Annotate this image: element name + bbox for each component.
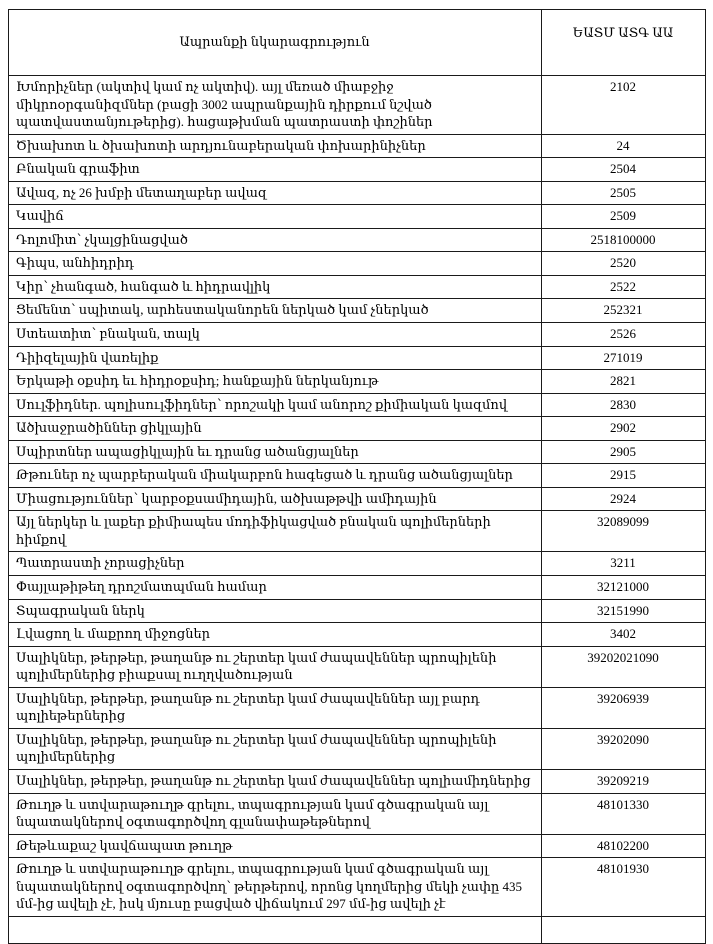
hs-code-cell: 2509 [542, 205, 706, 229]
column-header-hs-code: ԵԱՏՄ ԱՏԳ ԱԱ [542, 10, 706, 76]
product-description-cell: Գիպս, անհիդրիդ [9, 252, 542, 276]
product-description-cell: Ստեատիտ՝ բնական, տալկ [9, 323, 542, 347]
product-description-cell: Թուղթ և ստվարաթուղթ գրելու, տպագրության կամ գծագրական այլ նպատակներով օգտագործվող՝ թերթերով, որոնց կողմերից մեկի չափը 435 մմ-ից ավելի չէ, իսկ մյուսը բացված վիճակում 297 մմ-ից ավելի չէ [9, 858, 542, 917]
table-row [9, 228, 706, 252]
table-row [9, 440, 706, 464]
product-description-cell: Բնական գրաֆիտ [9, 158, 542, 182]
empty-code-cell [542, 916, 706, 943]
product-hs-code-table [8, 9, 706, 944]
product-description-cell: Ծխախոտ և ծխախոտի արդյունաբերական փոխարինիչներ [9, 134, 542, 158]
hs-code-cell: 48101930 [542, 858, 706, 917]
table-row [9, 134, 706, 158]
table-row [9, 487, 706, 511]
table-row [9, 511, 706, 552]
table-row [9, 76, 706, 135]
product-description-cell: Սուլֆիդներ. պոլիսուլֆիդներ՝ որոշակի կամ անորոշ քիմիական կազմով [9, 393, 542, 417]
hs-code-cell: 2522 [542, 275, 706, 299]
hs-code-cell: 2902 [542, 417, 706, 441]
table-row [9, 370, 706, 394]
product-description-cell: Թեթևաքաշ կավճապատ թուղթ [9, 834, 542, 858]
hs-code-cell: 2505 [542, 181, 706, 205]
table-row [9, 346, 706, 370]
product-description-cell: Սալիկներ, թերթեր, թաղանթ ու շերտեր կամ ժապավեններ պոլիամիդներից [9, 769, 542, 793]
hs-code-cell: 2526 [542, 323, 706, 347]
table-row [9, 393, 706, 417]
product-description-cell: Դիիզելային վառելիք [9, 346, 542, 370]
table-row [9, 252, 706, 276]
product-description-cell: Կավիճ [9, 205, 542, 229]
table-body [9, 76, 706, 917]
product-description-cell: Դոլոմիտ՝ չկալցինացված [9, 228, 542, 252]
table-row [9, 687, 706, 728]
product-description-cell: Սալիկներ, թերթեր, թաղանթ ու շերտեր կամ ժապավեններ պրոպիլենի պոլիմերներից բիաքսալ ուղղվածության [9, 646, 542, 687]
table-row [9, 158, 706, 182]
table-row [9, 623, 706, 647]
table-row [9, 646, 706, 687]
table-row [9, 205, 706, 229]
header-row [9, 10, 706, 76]
table-row [9, 858, 706, 917]
hs-code-cell: 2520 [542, 252, 706, 276]
hs-code-cell: 2504 [542, 158, 706, 182]
product-description-cell: Կիր՝ չհանգած, հանգած և հիդրավլիկ [9, 275, 542, 299]
product-description-cell: Խմորիչներ (ակտիվ կամ ոչ ակտիվ). այլ մեռած միաբջիջ միկրոօրգանիզմներ (բացի 3002 ապրանքային դիրքում նշված պատվաստանյութերից). հացաթխման պատրաստի փոշիներ [9, 76, 542, 135]
hs-code-cell: 271019 [542, 346, 706, 370]
product-description-cell: Սալիկներ, թերթեր, թաղանթ ու շերտեր կամ ժապավեններ այլ բարդ պոլիեթերներից [9, 687, 542, 728]
product-description-cell: Երկաթի օքսիդ եւ հիդրօքսիդ; հանքային ներկանյութ [9, 370, 542, 394]
hs-code-cell: 2102 [542, 76, 706, 135]
hs-code-cell: 24 [542, 134, 706, 158]
hs-code-cell: 2924 [542, 487, 706, 511]
hs-code-cell: 2518100000 [542, 228, 706, 252]
table-row [9, 599, 706, 623]
product-description-cell: Ցեմենտ՝ սպիտակ, արհեստականորեն ներկած կամ չներկած [9, 299, 542, 323]
hs-code-cell: 2915 [542, 464, 706, 488]
table-header [9, 10, 706, 76]
column-header-product-description: Ապրանքի նկարագրություն [9, 10, 542, 76]
product-description-cell: Լվացող և մաքրող միջոցներ [9, 623, 542, 647]
hs-code-cell: 48102200 [542, 834, 706, 858]
product-description-cell: Ածխաջրածիններ ցիկլային [9, 417, 542, 441]
hs-code-cell: 3211 [542, 552, 706, 576]
hs-code-cell: 48101330 [542, 793, 706, 834]
table-row [9, 728, 706, 769]
hs-code-cell: 39206939 [542, 687, 706, 728]
table-row [9, 793, 706, 834]
product-description-cell: Սալիկներ, թերթեր, թաղանթ ու շերտեր կամ ժապավեններ պրոպիլենի պոլիմերներից [9, 728, 542, 769]
table-footer [9, 916, 706, 943]
hs-code-cell: 32121000 [542, 576, 706, 600]
product-description-cell: Տպագրական ներկ [9, 599, 542, 623]
hs-code-cell: 2830 [542, 393, 706, 417]
hs-code-cell: 39209219 [542, 769, 706, 793]
table-row [9, 323, 706, 347]
product-description-cell: Սպիրտներ ապացիկլային եւ դրանց ածանցյալներ [9, 440, 542, 464]
hs-code-cell: 2905 [542, 440, 706, 464]
product-description-cell: Թթուներ ոչ պարբերական միակարբոն հագեցած և դրանց ածանցյալներ [9, 464, 542, 488]
hs-code-cell: 32151990 [542, 599, 706, 623]
hs-code-cell: 39202090 [542, 728, 706, 769]
product-description-cell: Թուղթ և ստվարաթուղթ գրելու, տպագրության կամ գծագրական այլ նպատակներով օգտագործվող գլանափաթեթներով [9, 793, 542, 834]
table-row [9, 834, 706, 858]
product-description-cell: Միացություններ՝ կարբօքսամիդային, ածխաթթվի ամիդային [9, 487, 542, 511]
empty-row [9, 916, 706, 943]
product-description-cell: Պատրաստի չորացիչներ [9, 552, 542, 576]
table-row [9, 181, 706, 205]
empty-description-cell [9, 916, 542, 943]
product-description-cell: Փայլաթիթեղ դրոշմատպման համար [9, 576, 542, 600]
table-row [9, 552, 706, 576]
hs-code-cell: 2821 [542, 370, 706, 394]
table-row [9, 417, 706, 441]
product-description-cell: Ավազ, ոչ 26 խմբի մետաղաբեր ավազ [9, 181, 542, 205]
table-row [9, 464, 706, 488]
hs-code-cell: 39202021090 [542, 646, 706, 687]
table-row [9, 299, 706, 323]
product-description-cell: Այլ ներկեր և լաքեր քիմիապես մոդիֆիկացված բնական պոլիմերների հիմքով [9, 511, 542, 552]
table-row [9, 275, 706, 299]
hs-code-cell: 3402 [542, 623, 706, 647]
hs-code-cell: 252321 [542, 299, 706, 323]
table-row [9, 769, 706, 793]
table-row [9, 576, 706, 600]
hs-code-cell: 32089099 [542, 511, 706, 552]
